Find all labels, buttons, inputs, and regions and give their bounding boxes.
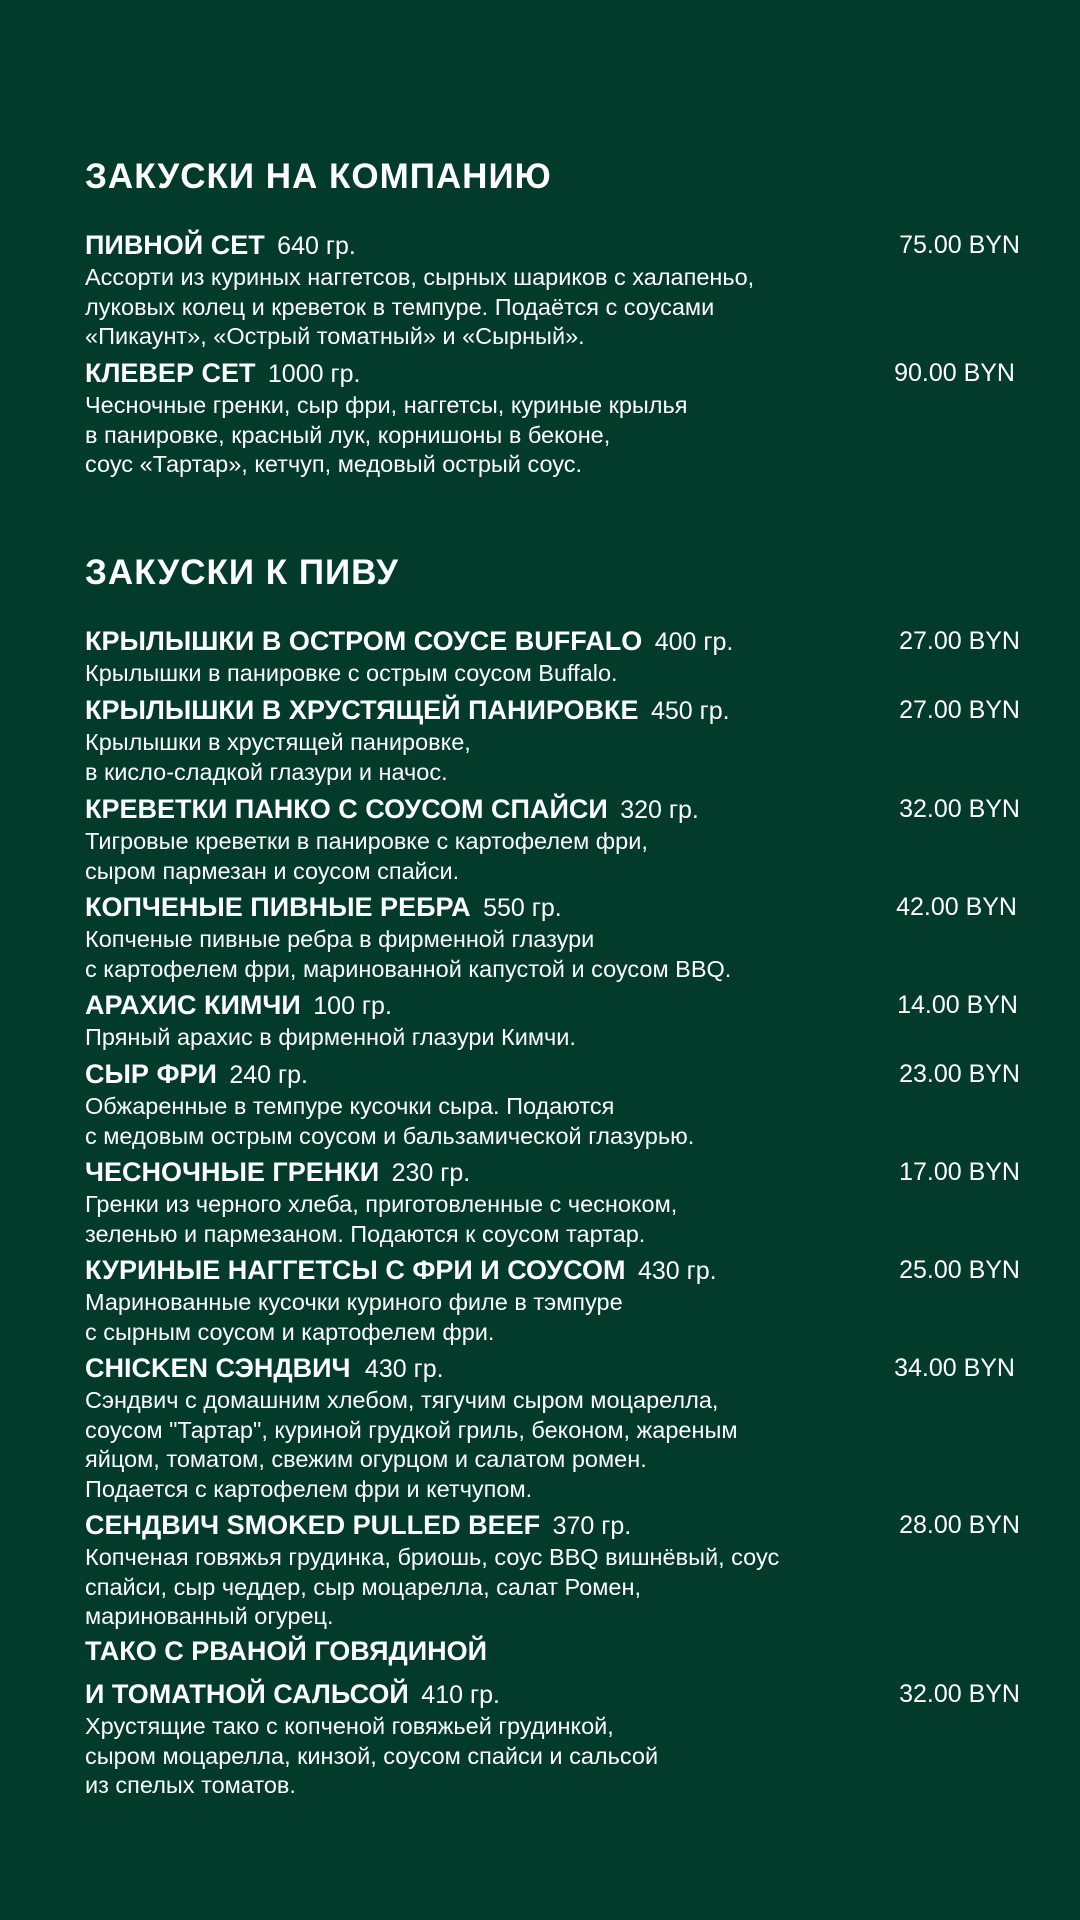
item-price: 32.00 BYN <box>899 1680 1020 1708</box>
item-name: СЕНДВИЧ SMOKED PULLED BEEF <box>85 1510 541 1540</box>
item-description: Маринованные кусочки куриного филе в тэмпуре с сырным соусом и картофелем фри. <box>85 1289 623 1345</box>
item-name: КЛЕВЕР СЕТ <box>85 358 256 388</box>
item-weight: 430 гр. <box>637 1257 717 1285</box>
item-weight: 400 гр. <box>654 628 734 656</box>
item-description: Копченая говяжья грудинка, бриошь, соус BBQ вишнёвый, соус спайси, сыр чеддер, сыр моцарелла, салат Ромен, маринованный огурец. <box>85 1544 780 1629</box>
item-price: 23.00 BYN <box>899 1060 1020 1088</box>
section-title: ЗАКУСКИ К ПИВУ <box>85 553 399 592</box>
item-weight: 370 гр. <box>552 1512 632 1540</box>
menu-item <box>85 692 1020 787</box>
item-name: КОПЧЕНЫЕ ПИВНЫЕ РЕБРА <box>85 892 471 922</box>
item-name: КРЫЛЫШКИ В ОСТРОМ СОУСЕ BUFFALO <box>85 626 643 656</box>
item-weight: 550 гр. <box>483 894 562 922</box>
item-description: Сэндвич с домашним хлебом, тягучим сыром моцарелла, соусом "Тартар", куриной грудкой гриль, беконом, жареным яйцом, томатом, свежим огурцом и салатом ромен. Подается с картофелем фри и кетчупом. <box>85 1387 738 1502</box>
menu-item <box>85 1154 1020 1249</box>
item-description: Тигровые креветки в панировке с картофелем фри, сыром пармезан и соусом спайси. <box>85 828 648 884</box>
menu-item <box>85 623 1020 689</box>
item-price: 34.00 BYN <box>894 1354 1015 1382</box>
item-weight: 230 гр. <box>391 1159 471 1187</box>
item-price: 90.00 BYN <box>894 359 1015 387</box>
item-description: Копченые пивные ребра в фирменной глазури с картофелем фри, маринованной капустой и соусом BBQ. <box>85 926 732 982</box>
item-name: КРЕВЕТКИ ПАНКО С СОУСОМ СПАЙСИ <box>85 794 608 824</box>
item-weight: 100 гр. <box>313 992 392 1020</box>
item-weight: 1000 гр. <box>267 360 361 388</box>
menu-page <box>85 0 1020 1920</box>
item-description: Обжаренные в темпуре кусочки сыра. Подаются с медовым острым соусом и бальзамической глазурью. <box>85 1093 695 1149</box>
item-weight: 430 гр. <box>364 1355 444 1383</box>
item-weight: 450 гр. <box>650 697 730 725</box>
menu-item <box>85 889 1020 984</box>
item-price: 17.00 BYN <box>899 1158 1020 1186</box>
section-title: ЗАКУСКИ НА КОМПАНИЮ <box>85 157 552 196</box>
item-weight: 410 гр. <box>421 1681 500 1709</box>
item-weight: 240 гр. <box>229 1061 308 1089</box>
item-price: 27.00 BYN <box>899 627 1020 655</box>
item-description: Ассорти из куриных наггетсов, сырных шариков с халапеньо, луковых колец и креветок в темпуре. Подаётся с соусами «Пикаунт», «Острый томатный» и «Сырный». <box>85 264 755 349</box>
item-price: 27.00 BYN <box>899 696 1020 724</box>
menu-item <box>85 791 1020 886</box>
item-price: 25.00 BYN <box>899 1256 1020 1284</box>
item-description: Хрустящие тако с копченой говяжьей грудинкой, сыром моцарелла, кинзой, соусом спайси и сальсой из спелых томатов. <box>85 1713 659 1798</box>
menu-item <box>85 355 1020 480</box>
item-price: 32.00 BYN <box>899 795 1020 823</box>
menu-item <box>85 1507 1020 1632</box>
menu-item <box>85 1252 1020 1347</box>
item-weight: 320 гр. <box>620 796 699 824</box>
item-name: ПИВНОЙ СЕТ <box>85 230 265 260</box>
item-price: 42.00 BYN <box>896 893 1017 921</box>
item-name: И ТОМАТНОЙ САЛЬСОЙ <box>85 1679 409 1709</box>
menu-item <box>85 1350 1020 1504</box>
item-price: 14.00 BYN <box>897 991 1018 1019</box>
item-name: CHICKEN СЭНДВИЧ <box>85 1353 351 1383</box>
item-description: Чесночные гренки, сыр фри, наггетсы, куриные крылья в панировке, красный лук, корнишоны в беконе, соус «Тартар», кетчуп, медовый острый соус. <box>85 392 688 477</box>
item-description: Пряный арахис в фирменной глазури Кимчи. <box>85 1024 576 1050</box>
item-price: 75.00 BYN <box>899 231 1020 259</box>
menu-item <box>85 1630 1020 1801</box>
item-description: Гренки из черного хлеба, приготовленные с чесноком, зеленью и пармезаном. Подаются к соусом тартар. <box>85 1191 678 1247</box>
item-weight: 640 гр. <box>277 232 356 260</box>
menu-item <box>85 1056 1020 1151</box>
item-name: СЫР ФРИ <box>85 1059 217 1089</box>
item-description: Крылышки в хрустящей панировке, в кисло-сладкой глазури и начос. <box>85 729 471 785</box>
item-price: 28.00 BYN <box>899 1511 1020 1539</box>
item-name: ЧЕСНОЧНЫЕ ГРЕНКИ <box>85 1157 380 1187</box>
item-name: КУРИНЫЕ НАГГЕТСЫ С ФРИ И СОУСОМ <box>85 1255 626 1285</box>
menu-item <box>85 227 1020 352</box>
item-name: КРЫЛЫШКИ В ХРУСТЯЩЕЙ ПАНИРОВКЕ <box>85 695 639 725</box>
menu-item <box>85 987 1020 1053</box>
item-description: Крылышки в панировке с острым соусом Buffalo. <box>85 660 618 686</box>
item-name-line-1: ТАКО С РВАНОЙ ГОВЯДИНОЙ <box>85 1636 488 1666</box>
item-name: АРАХИС КИМЧИ <box>85 990 301 1020</box>
